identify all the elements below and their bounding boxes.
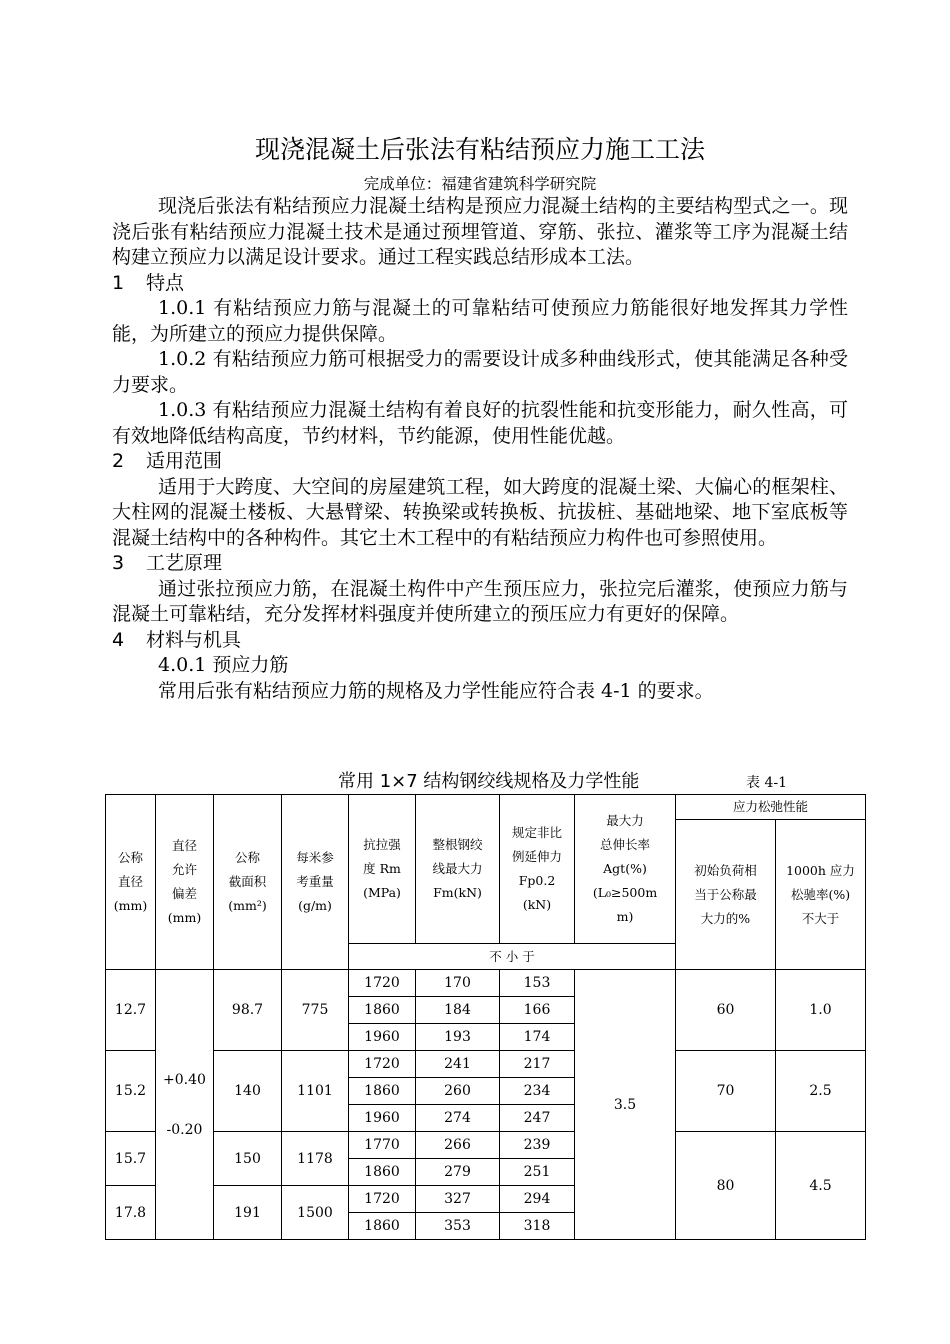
cell-max-force: 327 xyxy=(416,1186,500,1213)
cell-diameter: 15.7 xyxy=(106,1132,156,1186)
cell-max-force: 193 xyxy=(416,1024,500,1051)
table-row xyxy=(106,1051,866,1078)
cell-max-force: 260 xyxy=(416,1078,500,1105)
cell-strength: 1860 xyxy=(349,997,416,1024)
cell-max-force: 184 xyxy=(416,997,500,1024)
header-max-force: 整根钢绞 线最大力 Fm(kN) xyxy=(416,795,500,944)
paragraph: 1.0.2 有粘结预应力筋可根据受力的需要设计成多种曲线形式，使其能满足各种受力要求。 xyxy=(112,348,848,396)
cell-strength: 1720 xyxy=(349,1051,416,1078)
cell-yield: 247 xyxy=(500,1105,575,1132)
table-row xyxy=(106,1132,866,1159)
document-body xyxy=(112,194,848,704)
cell-yield: 318 xyxy=(500,1213,575,1240)
cell-area: 150 xyxy=(214,1132,282,1186)
cell-area: 140 xyxy=(214,1051,282,1132)
cell-strength: 1860 xyxy=(349,1078,416,1105)
document-subtitle: 完成单位：福建省建筑科学研究院 xyxy=(363,175,597,193)
header-area: 公称 截面积 (mm²) xyxy=(214,795,282,970)
section-heading-2: 2 适用范围 xyxy=(112,450,223,472)
cell-weight: 775 xyxy=(282,970,349,1051)
intro-paragraph: 现浇后张法有粘结预应力混凝土结构是预应力混凝土结构的主要结构型式之一。现浇后张有粘结预应力混凝土技术是通过预埋管道、穿筋、张拉、灌浆等工序为混凝土结构建立预应力以满足设计要求。通过工程实践总结形成本工法。 xyxy=(112,195,848,268)
cell-area: 191 xyxy=(214,1186,282,1240)
header-relax-initial-load: 初始负荷相 当于公称最 大力的% xyxy=(676,820,776,970)
cell-diameter: 15.2 xyxy=(106,1051,156,1132)
cell-yield: 294 xyxy=(500,1186,575,1213)
cell-weight: 1101 xyxy=(282,1051,349,1132)
cell-max-force: 266 xyxy=(416,1132,500,1159)
cell-tolerance: +0.40 -0.20 xyxy=(156,970,214,1240)
cell-area: 98.7 xyxy=(214,970,282,1051)
paragraph: 常用后张有粘结预应力筋的规格及力学性能应符合表 4-1 的要求。 xyxy=(158,679,714,702)
table-row xyxy=(106,970,866,997)
cell-max-force: 170 xyxy=(416,970,500,997)
paragraph: 1.0.1 有粘结预应力筋与混凝土的可靠粘结可使预应力筋能很好地发挥其力学性能，为所建立的预应力提供保障。 xyxy=(112,297,848,345)
cell-relax-rate: 4.5 xyxy=(776,1132,866,1240)
document-title: 现浇混凝土后张法有粘结预应力施工工法 xyxy=(254,135,705,164)
table-caption: 常用 1×7 结构钢绞线规格及力学性能 xyxy=(338,771,640,792)
header-relax-rate: 1000h 应力 松驰率(%) 不大于 xyxy=(776,820,866,970)
cell-yield: 234 xyxy=(500,1078,575,1105)
cell-yield: 239 xyxy=(500,1132,575,1159)
cell-max-force: 241 xyxy=(416,1051,500,1078)
cell-max-force: 279 xyxy=(416,1159,500,1186)
table-number: 表 4-1 xyxy=(746,775,787,791)
cell-strength: 1770 xyxy=(349,1132,416,1159)
cell-relax-initial: 60 xyxy=(676,970,776,1051)
cell-relax-initial: 80 xyxy=(676,1132,776,1240)
cell-strength: 1720 xyxy=(349,1186,416,1213)
cell-weight: 1500 xyxy=(282,1186,349,1240)
cell-strength: 1960 xyxy=(349,1024,416,1051)
header-yield-force: 规定非比 例延伸力 Fp0.2 (kN) xyxy=(500,795,575,944)
cell-max-force: 353 xyxy=(416,1213,500,1240)
cell-relax-initial: 70 xyxy=(676,1051,776,1132)
header-diameter: 公称 直径 (mm) xyxy=(106,795,156,970)
paragraph: 通过张拉预应力筋，在混凝土构件中产生预压应力，张拉完后灌浆，使预应力筋与混凝土可靠粘结，充分发挥材料强度并使所建立的预压应力有更好的保障。 xyxy=(112,577,848,625)
header-relaxation-group: 应力松弛性能 xyxy=(676,795,866,820)
cell-strength: 1720 xyxy=(349,970,416,997)
cell-relax-rate: 2.5 xyxy=(776,1051,866,1132)
paragraph: 1.0.3 有粘结预应力混凝土结构有着良好的抗裂性能和抗变形能力，耐久性高，可有效地降低结构高度，节约材料，节约能源，使用性能优越。 xyxy=(112,399,848,447)
cell-yield: 153 xyxy=(500,970,575,997)
cell-strength: 1860 xyxy=(349,1159,416,1186)
header-weight: 每米参 考重量 (g/m) xyxy=(282,795,349,970)
header-not-less-than: 不 小 于 xyxy=(349,944,676,970)
cell-strength: 1960 xyxy=(349,1105,416,1132)
strand-spec-table xyxy=(105,794,866,1240)
cell-diameter: 17.8 xyxy=(106,1186,156,1240)
cell-yield: 217 xyxy=(500,1051,575,1078)
header-strength: 抗拉强 度 Rm (MPa) xyxy=(349,795,416,944)
cell-yield: 174 xyxy=(500,1024,575,1051)
section-heading-3: 3 工艺原理 xyxy=(112,552,223,574)
cell-weight: 1178 xyxy=(282,1132,349,1186)
cell-relax-rate: 1.0 xyxy=(776,970,866,1051)
paragraph: 适用于大跨度、大空间的房屋建筑工程，如大跨度的混凝土梁、大偏心的框架柱、大柱网的混凝土楼板、大悬臂梁、转换梁或转换板、抗拔桩、基础地梁、地下室底板等混凝土结构中的各种构件。其它土木工程中的有粘结预应力构件也可参照使用。 xyxy=(112,475,848,549)
header-elongation: 最大力 总伸长率 Agt(%) (L₀≥500m m) xyxy=(575,795,676,944)
paragraph: 4.0.1 预应力筋 xyxy=(158,654,289,676)
header-tolerance: 直径 允许 偏差 (mm) xyxy=(156,795,214,970)
cell-elongation: 3.5 xyxy=(575,970,676,1240)
cell-yield: 166 xyxy=(500,997,575,1024)
section-heading-4: 4 材料与机具 xyxy=(112,628,242,651)
cell-diameter: 12.7 xyxy=(106,970,156,1051)
cell-max-force: 274 xyxy=(416,1105,500,1132)
cell-yield: 251 xyxy=(500,1159,575,1186)
section-heading-1: 1 特点 xyxy=(112,271,185,294)
cell-strength: 1860 xyxy=(349,1213,416,1240)
